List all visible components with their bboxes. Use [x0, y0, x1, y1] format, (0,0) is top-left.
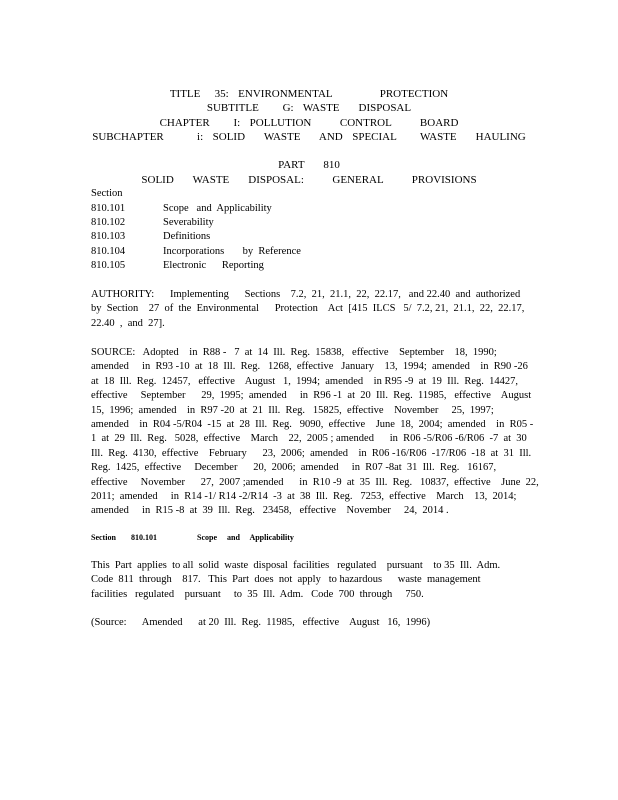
source-line: at 18 Ill. Reg. 12457, effective August 1, 1994; amended in R95 -9 at 19 Ill. Reg. 14427, — [91, 375, 519, 387]
source-line: Ill. Reg. 4130, effective February 23, 2006; amended in R06 -16/R06 -17/R06 -18 at 31 Ill. — [91, 447, 532, 459]
source-line: amended in R15 -8 at 39 Ill. Reg. 23458, effective November 24, 2014 . — [91, 505, 449, 517]
toc-title: Definitions — [163, 231, 211, 242]
source-line: 15, 1996; amended in R97 -20 at 21 Ill. Reg. 15825, effective November 25, 1997; — [91, 404, 494, 416]
section-number: 810.101 — [131, 533, 157, 542]
toc-title: Severability — [163, 217, 214, 228]
authority-line: AUTHORITY: Implementing Sections 7.2, 21, 21.1, 22, 22.17, and 22.40 and authorized — [91, 289, 521, 300]
section-label: Section — [91, 533, 116, 542]
toc-number: 810.105 — [91, 260, 126, 271]
toc-heading: Section — [91, 188, 123, 199]
section-body — [91, 559, 521, 602]
part-title: SOLID WASTE DISPOSAL: GENERAL PROVISIONS — [141, 174, 477, 186]
subchapter-line: SUBCHAPTER i: SOLID WASTE AND SPECIAL WASTE HAULING — [92, 131, 526, 143]
chapter-line: CHAPTER I: POLLUTION CONTROL BOARD — [159, 117, 459, 129]
toc-number: 810.103 — [91, 231, 126, 242]
source-line: effective September 29, 1995; amended in R96 -1 at 20 Ill. Reg. 11985, effective August — [91, 390, 532, 402]
toc-number: 810.101 — [91, 203, 126, 214]
source-line: effective November 27, 2007 ;amended in R10 -9 at 35 Ill. Reg. 10837, effective June 22, — [91, 476, 539, 488]
source-line: SOURCE: Adopted in R88 - 7 at 14 Ill. Reg. 15838, effective September 18, 1990; — [91, 347, 497, 358]
source-line: 1 at 29 Ill. Reg. 5028, effective March 22, 2005 ; amended in R06 -5/R06 -6/R06 -7 at 30 — [91, 433, 527, 445]
title-line: TITLE 35: ENVIRONMENTAL PROTECTION — [169, 88, 449, 100]
toc-number: 810.102 — [91, 217, 126, 228]
subtitle-line: SUBTITLE G: WASTE DISPOSAL — [206, 102, 412, 114]
toc-title: Electronic Reporting — [163, 260, 264, 271]
section-title: Scope and Applicability — [197, 533, 294, 542]
source-line: amended in R04 -5/R04 -15 at 28 Ill. Reg. 9090, effective June 18, 2004; amended in R05 - — [91, 419, 534, 431]
section-body-line: This Part applies to all solid waste disposal facilities regulated pursuant to 35 Ill. Adm. — [91, 560, 501, 571]
toc-title: Scope and Applicability — [163, 203, 272, 214]
source-line: amended in R93 -10 at 18 Ill. Reg. 1268, effective January 13, 1994; amended in R90 -26 — [91, 361, 528, 373]
source-line: Reg. 1425, effective December 20, 2006; amended in R07 -8at 31 Ill. Reg. 16167, — [91, 462, 497, 474]
authority-line: 22.40 , and 27]. — [91, 317, 165, 329]
toc-number: 810.104 — [91, 246, 126, 257]
section-body-line: Code 811 through 817. This Part does not apply to hazardous waste management — [91, 574, 481, 586]
part-number: PART 810 — [278, 159, 340, 171]
source-paragraph — [91, 346, 539, 519]
source-line: 2011; amended in R14 -1/ R14 -2/R14 -3 at 38 Ill. Reg. 7253, effective March 13, 2014; — [91, 491, 517, 503]
authority-paragraph — [91, 288, 525, 331]
toc-title: Incorporations by Reference — [163, 246, 301, 257]
authority-line: by Section 27 of the Environmental Protection Act [415 ILCS 5/ 7.2, 21, 21.1, 22, 22.17, — [91, 303, 525, 315]
section-body-line: facilities regulated pursuant to 35 Ill. Adm. Code 700 through 750. — [91, 588, 424, 600]
section-source-note: (Source: Amended at 20 Ill. Reg. 11985, effective August 16, 1996) — [91, 617, 431, 628]
